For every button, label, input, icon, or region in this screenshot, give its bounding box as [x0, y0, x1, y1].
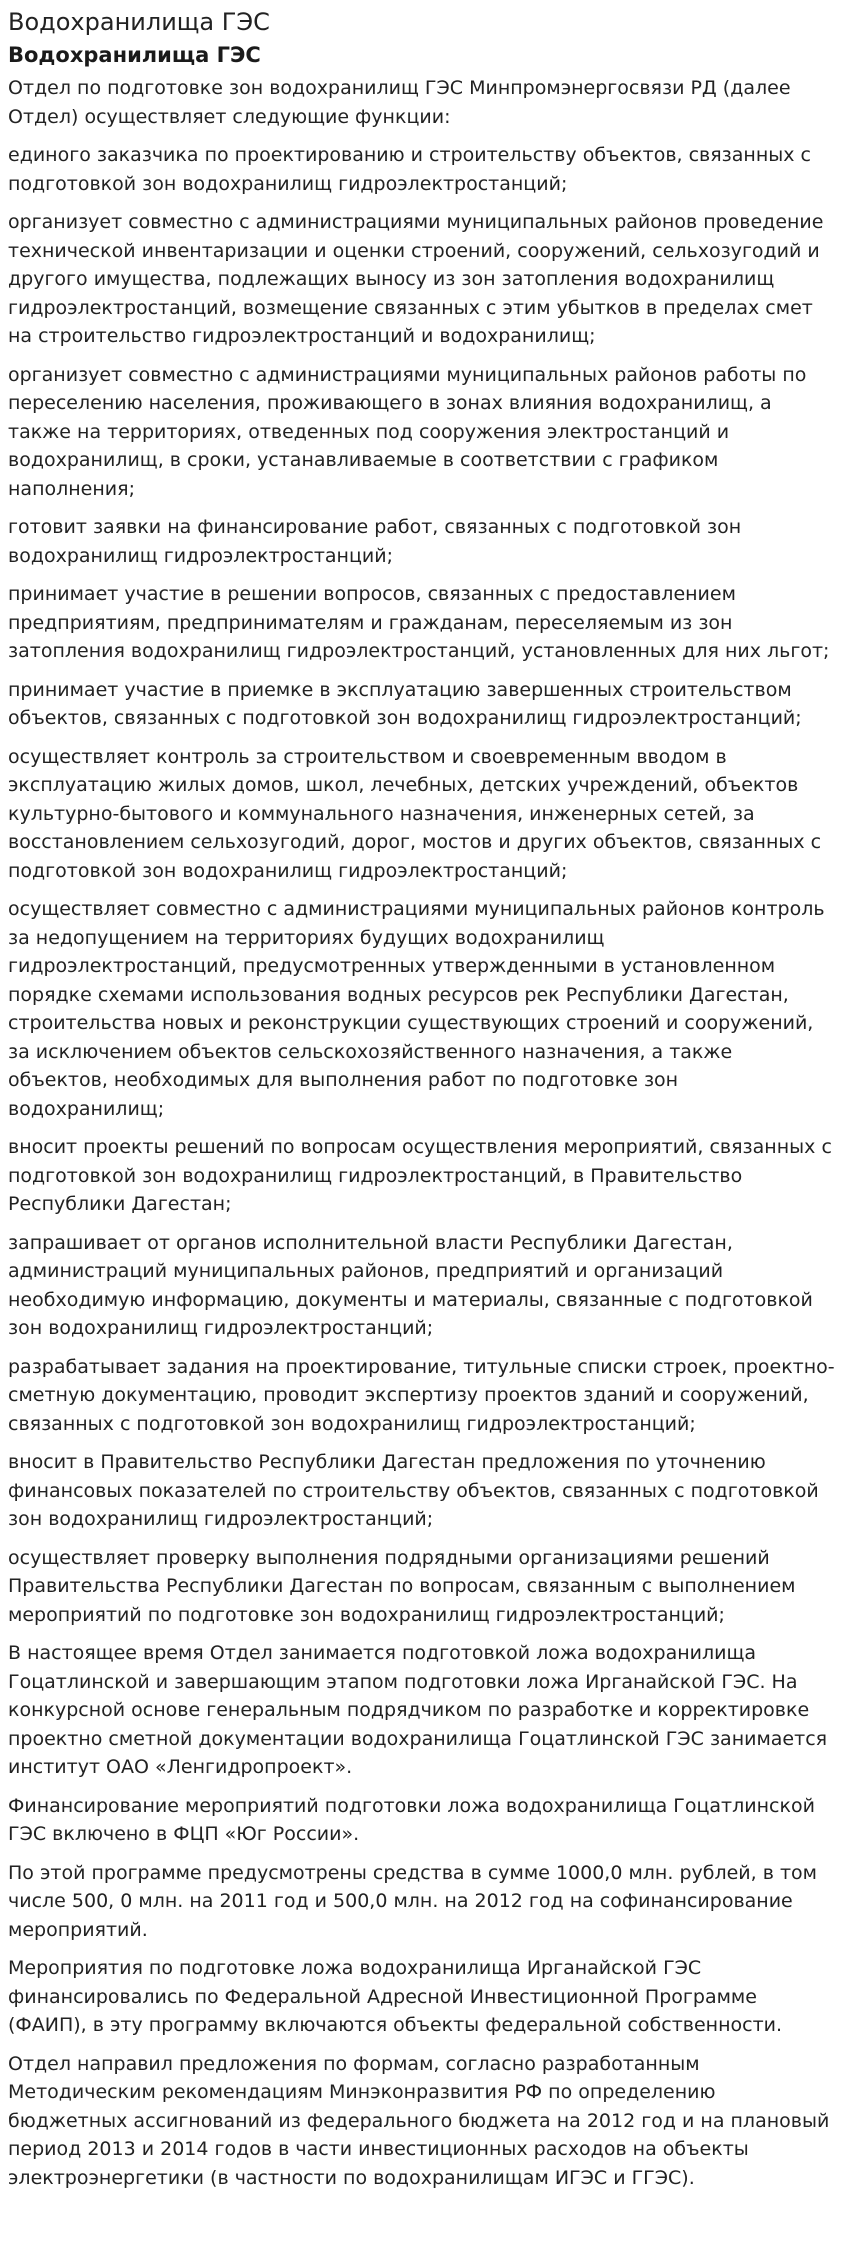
paragraph-program-funds: По этой программе предусмотрены средства в сумме 1000,0 млн. рублей, в том числе 500, 0 млн. на 2011 год и 500,0 млн. на 2012 год на софинансирование мероприятий. — [8, 1861, 817, 1941]
paragraph-function: запрашивает от органов исполнительной власти Республики Дагестан, администраций муниципальных районов, предприятий и организаций необходимую информацию, документы и материалы, связанные с подготовкой зон водохранилищ гидроэлектростанций; — [8, 1231, 813, 1339]
paragraph-proposals: Отдел направил предложения по формам, согласно разработанным Методическим рекомендациям Минэконразвития РФ по определению бюджетных ассигнований из федерального бюджета на 2012 год и на плановый период 2013 и 2014 годов в части инвестиционных расходов на объекты электроэнергетики (в частности по водохранилищам ИГЭС и ГГЭС). — [8, 2052, 830, 2189]
paragraph-faip: Мероприятия по подготовке ложа водохранилища Ирганайской ГЭС финансировались по Федеральной Адресной Инвестиционной Программе (ФАИП), в эту программу включаются объекты федеральной собственности. — [8, 1957, 783, 2036]
paragraph-function: вносит проекты решений по вопросам осуществления мероприятий, связанных с подготовкой зон водохранилищ гидроэлектростанций, в Правительство Республики Дагестан; — [8, 1136, 832, 1215]
paragraph-intro: Отдел по подготовке зон водохранилищ ГЭС Минпромэнергосвязи РД (далее Отдел) осуществляет следующие функции: — [8, 77, 791, 128]
paragraph-function: единого заказчика по проектированию и строительству объектов, связанных с подготовкой зон водохранилищ гидроэлектростанций; — [8, 144, 812, 195]
paragraph-current-work: В настоящее время Отдел занимается подготовкой ложа водохранилища Гоцатлинской и завершающим этапом подготовки ложа Ирганайской ГЭС. На конкурсной основе генеральным подрядчиком по разработке и корректировке проектно сметной документации водохранилища Гоцатлинской ГЭС занимается институт ОАО «Ленгидропроект». — [8, 1642, 828, 1778]
section-title: Водохранилища ГЭС — [8, 43, 261, 67]
paragraph-function: осуществляет совместно с администрациями муниципальных районов контроль за недопущением на территориях будущих водохранилищ гидроэлектростанций, предусмотренных утвержденными в установленном порядке схемами использования водных ресурсов рек Республики Дагестан, строительства новых и реконструкции существующих строений и сооружений, за исключением объектов сельскохозяйственного назначения, а также объектов, необходимых для выполнения работ по подготовке зон водохранилищ; — [8, 898, 825, 1120]
paragraph-function: вносит в Правительство Республики Дагестан предложения по уточнению финансовых показателей по строительству объектов, связанных с подготовкой зон водохранилищ гидроэлектростанций; — [8, 1451, 819, 1530]
paragraph-function: организует совместно с администрациями муниципальных районов работы по переселению населения, проживающего в зонах влияния водохранилищ, а также на территориях, отведенных под сооружения электростанций и водохранилищ, в сроки, устанавливаемые в соответствии с графиком наполнения; — [8, 363, 807, 500]
paragraph-function: осуществляет проверку выполнения подрядными организациями решений Правительства Республики Дагестан по вопросам, связанным с выполнением мероприятий по подготовке зон водохранилищ гидроэлектростанций; — [8, 1546, 796, 1626]
paragraph-financing: Финансирование мероприятий подготовки ложа водохранилища Гоцатлинской ГЭС включено в ФЦП «Юг России». — [8, 1794, 815, 1845]
article-body — [8, 74, 847, 2192]
page-title: Водохранилища ГЭС — [8, 8, 270, 36]
paragraph-function: принимает участие в приемке в эксплуатацию завершенных строительством объектов, связанных с подготовкой зон водохранилищ гидроэлектростанций; — [8, 678, 802, 729]
paragraph-function: принимает участие в решении вопросов, связанных с предоставлением предприятиям, предпринимателям и гражданам, переселяемым из зон затопления водохранилищ гидроэлектростанций, установленных для них льгот; — [8, 583, 830, 662]
paragraph-function: разрабатывает задания на проектирование, титульные списки строек, проектно-сметную документацию, проводит экспертизу проектов зданий и сооружений, связанных с подготовкой зон водохранилищ гидроэлектростанций; — [8, 1355, 835, 1435]
paragraph-function: готовит заявки на финансирование работ, связанных с подготовкой зон водохранилищ гидроэлектростанций; — [8, 516, 742, 567]
paragraph-function: осуществляет контроль за строительством и своевременным вводом в эксплуатацию жилых домов, школ, лечебных, детских учреждений, объектов культурно-бытового и коммунального назначения, инженерных сетей, за восстановлением сельхозугодий, дорог, мостов и других объектов, связанных с подготовкой зон водохранилищ гидроэлектростанций; — [8, 745, 822, 882]
paragraph-function: организует совместно с администрациями муниципальных районов проведение технической инвентаризации и оценки строений, сооружений, сельхозугодий и другого имущества, подлежащих выносу из зон затопления водохранилищ гидроэлектростанций, возмещение связанных с этим убытков в пределах смет на строительство гидроэлектростанций и водохранилищ; — [8, 211, 824, 347]
